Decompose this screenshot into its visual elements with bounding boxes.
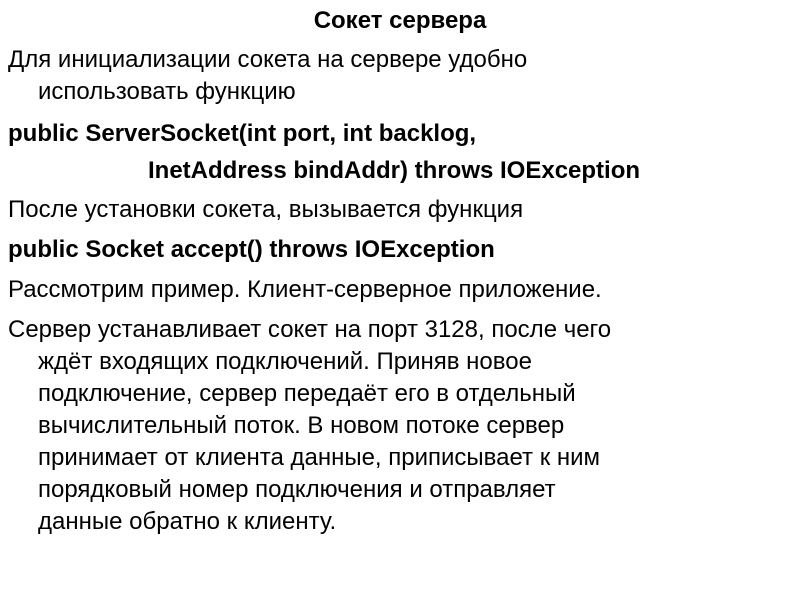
paragraph-line: подключение, сервер передаёт его в отдельный xyxy=(38,380,576,407)
code-serversocket-line1: public ServerSocket(int port, int backlog, xyxy=(8,120,477,147)
paragraph-line: данные обратно к клиенту. xyxy=(38,508,337,535)
paragraph-after-setup: После установки сокета, вызывается функция xyxy=(8,196,524,223)
paragraph-line: использовать функцию xyxy=(38,78,296,105)
paragraph-init-intro xyxy=(8,44,527,108)
paragraph-line: принимает от клиента данные, приписывает к ним xyxy=(38,444,601,471)
paragraph-line: порядковый номер подключения и отправляет xyxy=(38,476,556,503)
slide-title: Сокет сервера xyxy=(313,7,487,34)
paragraph-line: вычислительный поток. В новом потоке сервер xyxy=(38,412,565,439)
code-accept: public Socket accept() throws IOException xyxy=(8,236,495,263)
code-serversocket-line2: InetAddress bindAddr) throws IOException xyxy=(148,157,641,184)
paragraph-line: Для инициализации сокета на сервере удобно xyxy=(8,46,528,73)
paragraph-line: ждёт входящих подключений. Приняв новое xyxy=(38,348,532,375)
paragraph-server-description xyxy=(8,314,794,538)
paragraph-line: Сервер устанавливает сокет на порт 3128, после чего xyxy=(8,316,612,343)
paragraph-example: Рассмотрим пример. Клиент-серверное приложение. xyxy=(8,276,602,303)
